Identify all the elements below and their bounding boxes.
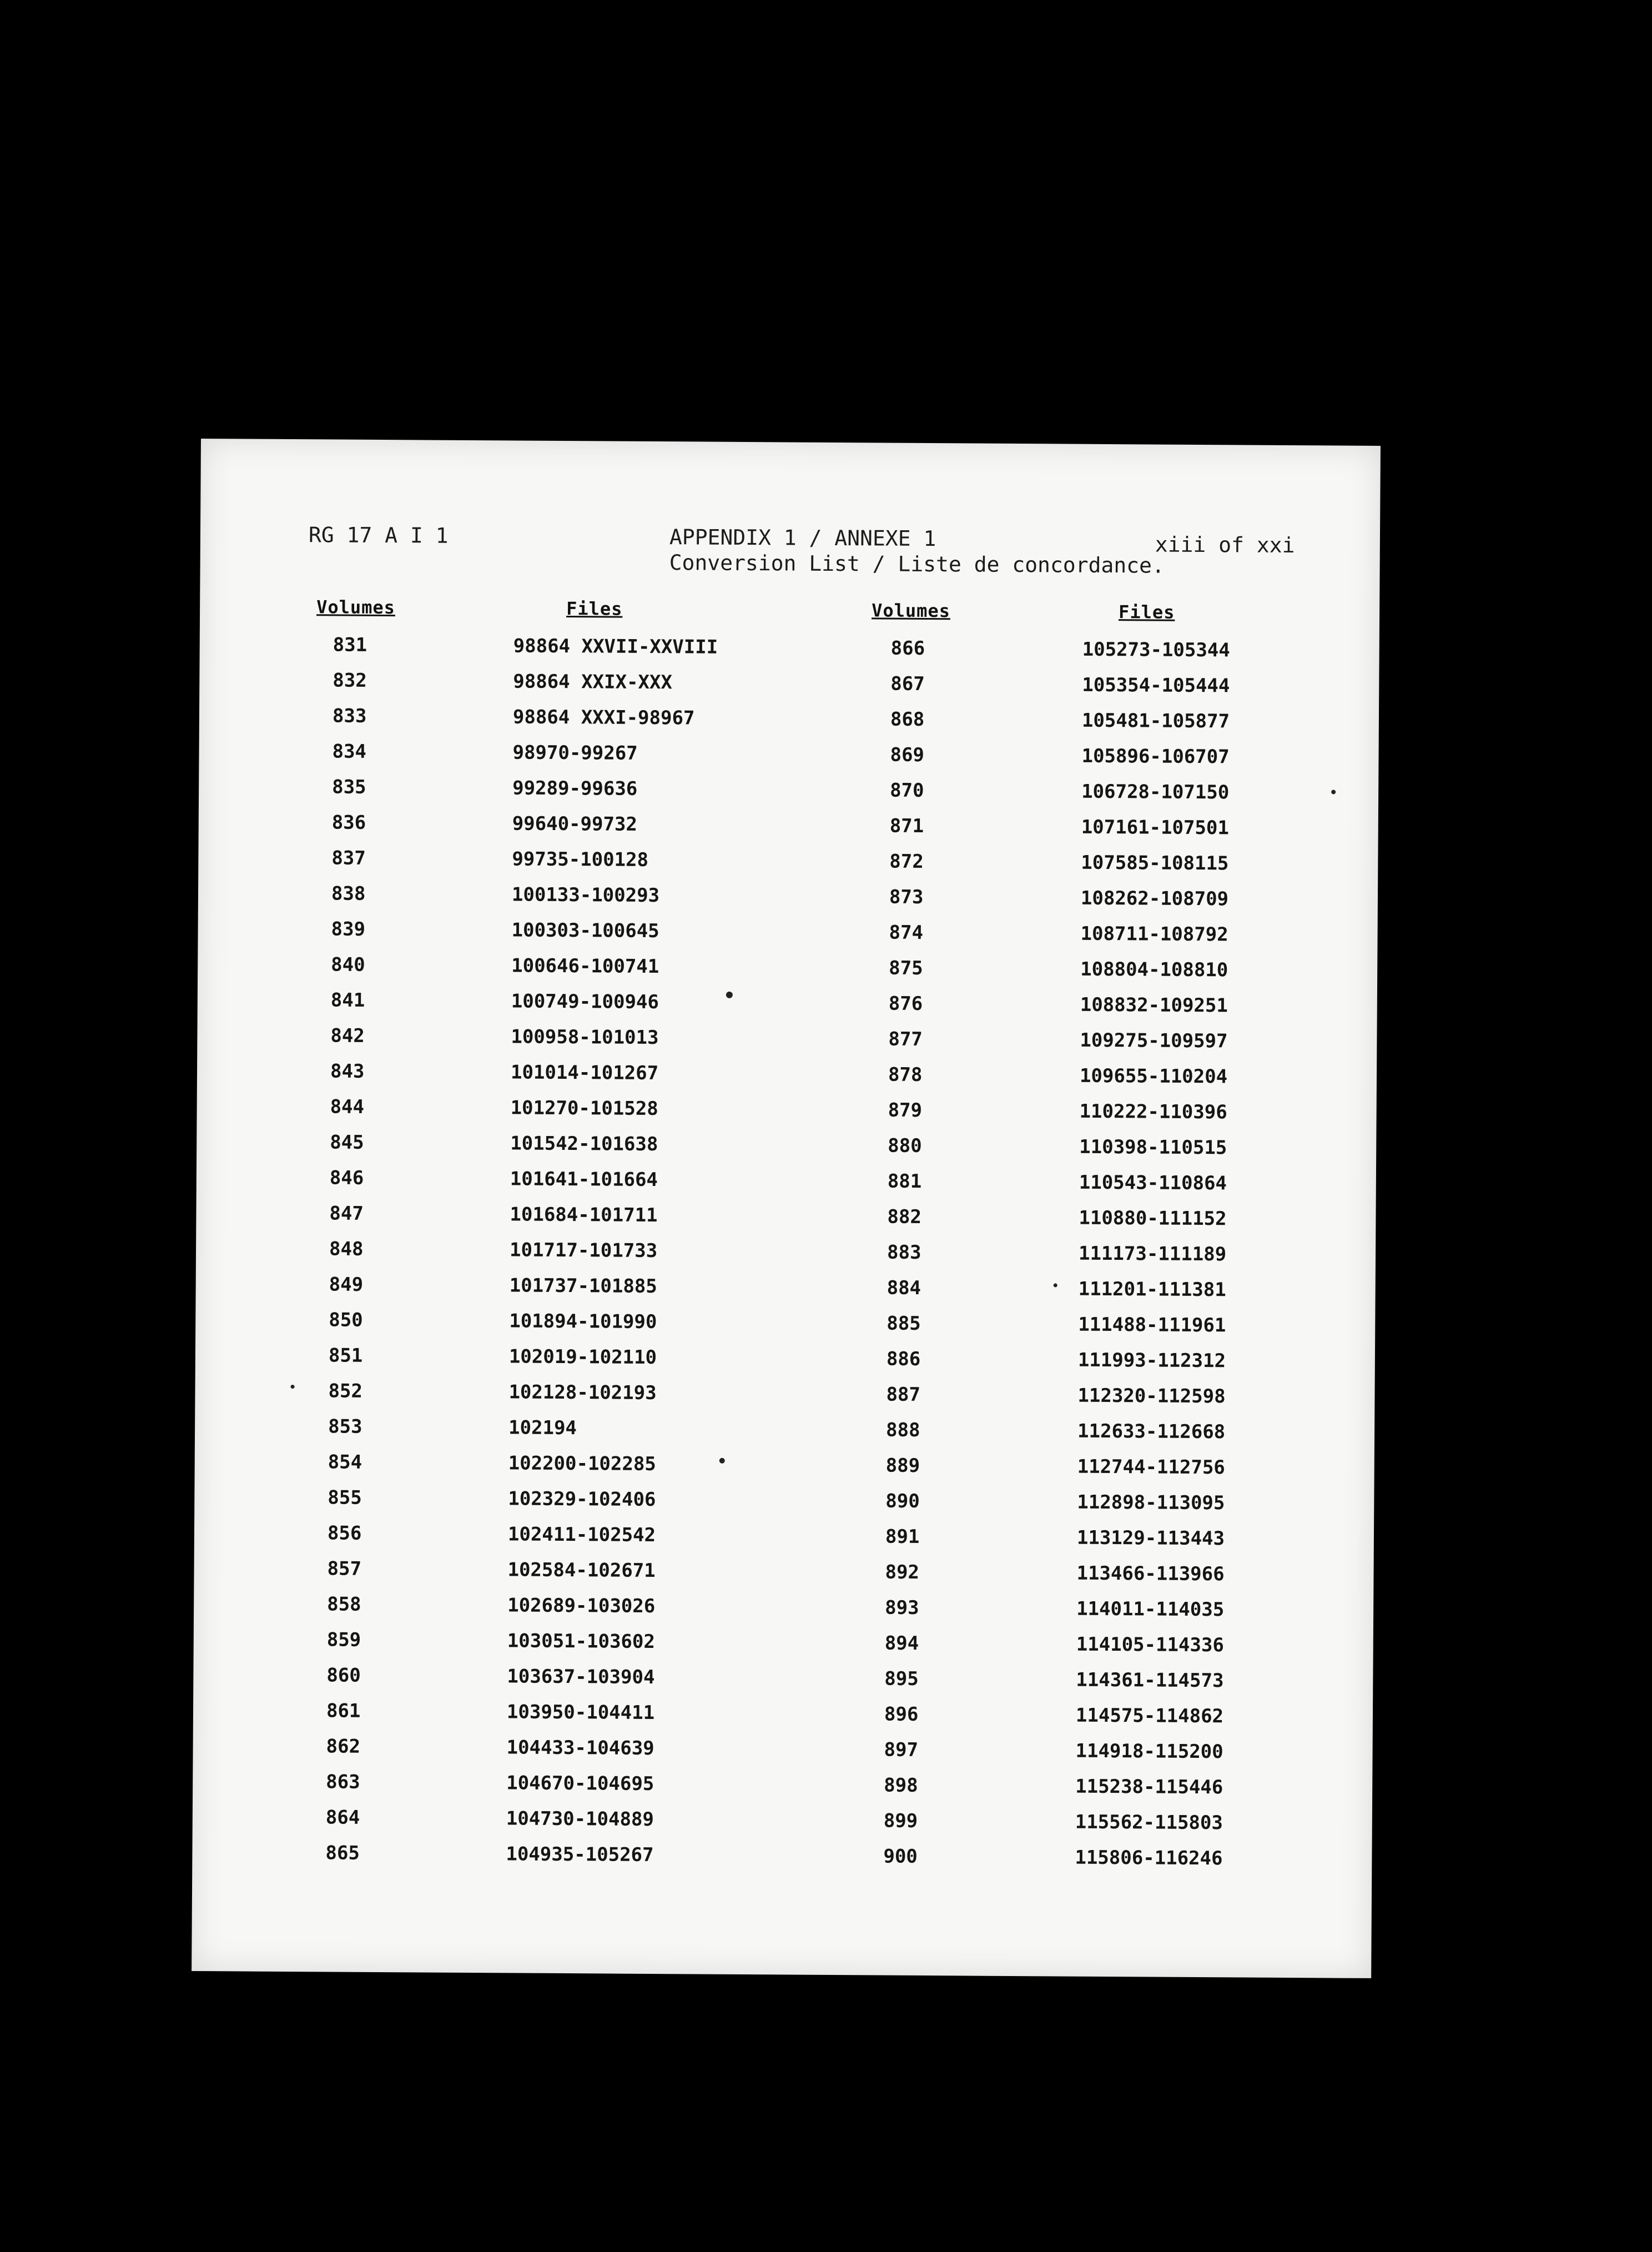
volume-cell: 895 [884,1667,919,1690]
files-cell: 102689-103026 [507,1594,656,1618]
volume-cell: 874 [889,921,924,944]
volume-cell: 857 [327,1557,362,1580]
volume-cell: 868 [890,708,925,731]
volume-cell: 884 [887,1276,921,1299]
column-header-files-left: Files [566,598,623,620]
document-page [192,439,1381,1978]
page-title [669,525,1165,579]
files-cell: 105481-105877 [1081,709,1230,733]
files-cell: 112898-113095 [1077,1491,1225,1515]
ink-speck [726,992,733,998]
files-cell: 110222-110396 [1079,1100,1227,1124]
volume-cell: 855 [328,1486,362,1509]
volume-cell: 899 [883,1809,918,1832]
volume-cell: 853 [328,1415,362,1438]
volume-cell: 856 [327,1522,362,1545]
volume-cell: 883 [887,1241,921,1264]
page-number: xiii of xxi [1155,532,1295,558]
volume-cell: 896 [884,1703,919,1726]
files-cell: 102194 [508,1416,577,1440]
table-row [192,1841,1372,1884]
volume-cell: 841 [330,989,365,1012]
column-header-volumes-left: Volumes [316,596,396,619]
volume-cell: 850 [329,1309,363,1331]
volume-cell: 893 [885,1596,919,1619]
files-cell: 114575-114862 [1075,1704,1224,1728]
volume-cell: 870 [890,779,924,802]
volume-cell: 871 [889,815,924,837]
files-cell: 114361-114573 [1076,1668,1224,1692]
volume-cell: 889 [885,1454,920,1477]
volume-cell: 864 [325,1806,360,1829]
files-cell: 111488-111961 [1078,1313,1226,1337]
volume-cell: 872 [889,850,924,873]
files-cell: 104935-105267 [506,1843,654,1867]
files-cell: 104730-104889 [506,1807,654,1831]
files-cell: 98864 XXIX-XXX [513,670,673,694]
title-line-2: Conversion List / Liste de concordance. [669,550,1165,578]
files-cell: 103950-104411 [506,1701,655,1725]
files-cell: 114918-115200 [1075,1740,1223,1763]
files-cell: 101737-101885 [509,1274,657,1298]
column-header-volumes-right: Volumes [872,600,951,622]
volume-cell: 833 [332,705,367,727]
volume-cell: 892 [885,1561,920,1584]
files-cell: 100958-101013 [511,1026,659,1049]
files-cell: 115562-115803 [1075,1811,1223,1834]
volume-cell: 846 [329,1167,364,1189]
volume-cell: 882 [887,1205,922,1228]
volume-cell: 900 [883,1845,918,1868]
volume-cell: 859 [326,1628,361,1651]
files-cell: 104670-104695 [506,1772,654,1796]
files-cell: 110543-110864 [1079,1171,1227,1195]
volume-cell: 880 [888,1134,922,1157]
column-header-files-right: Files [1119,601,1175,623]
volume-cell: 843 [330,1060,365,1083]
volume-cell: 831 [333,634,367,656]
volume-cell: 897 [884,1738,919,1761]
files-cell: 109275-109597 [1080,1029,1228,1053]
files-cell: 110398-110515 [1079,1135,1227,1159]
files-cell: 111173-111189 [1078,1242,1227,1266]
files-cell: 112633-112668 [1077,1420,1226,1444]
files-cell: 113129-113443 [1076,1526,1225,1550]
files-cell: 107585-108115 [1081,851,1229,875]
volume-cell: 875 [889,957,923,979]
files-cell: 101542-101638 [510,1132,658,1156]
volume-cell: 886 [886,1348,921,1370]
volume-cell: 890 [885,1490,920,1512]
volume-cell: 860 [326,1664,361,1687]
files-cell: 105273-105344 [1082,638,1230,662]
volume-cell: 891 [885,1525,920,1548]
files-cell: 102584-102671 [507,1559,656,1582]
files-cell: 103051-103602 [507,1630,656,1653]
files-cell: 115238-115446 [1075,1775,1223,1799]
files-cell: 113466-113966 [1076,1562,1225,1586]
volume-cell: 866 [890,637,925,660]
volume-cell: 839 [331,918,366,941]
volume-cell: 879 [888,1099,923,1122]
volume-cell: 851 [328,1344,363,1367]
volume-cell: 835 [332,776,366,798]
volume-cell: 840 [331,953,365,976]
volume-cell: 881 [887,1170,922,1193]
volume-cell: 888 [885,1419,920,1441]
volume-cell: 837 [331,847,366,869]
files-cell: 115806-116246 [1075,1846,1223,1870]
conversion-table [200,633,1379,1870]
files-cell: 103637-103904 [507,1665,655,1689]
volume-cell: 867 [890,672,925,695]
volume-cell: 887 [886,1383,921,1406]
volume-cell: 847 [329,1202,364,1225]
files-cell: 98864 XXXI-98967 [512,706,695,730]
files-cell: 98864 XXVII-XXVIII [513,635,718,658]
volume-cell: 845 [330,1131,364,1154]
volume-cell: 894 [884,1632,919,1655]
files-cell: 110880-111152 [1079,1207,1227,1230]
ink-speck [291,1385,295,1389]
ink-speck [719,1458,725,1464]
volume-cell: 877 [888,1028,923,1050]
volume-cell: 869 [890,743,925,766]
ink-speck [1331,790,1336,794]
volume-cell: 838 [331,882,366,905]
volume-cell: 854 [328,1451,362,1474]
files-cell: 101684-101711 [510,1203,658,1227]
files-cell: 98970-99267 [512,741,638,765]
files-cell: 101014-101267 [510,1061,659,1085]
volume-cell: 849 [329,1273,364,1296]
files-cell: 99289-99636 [512,777,638,800]
volume-cell: 848 [329,1238,364,1260]
files-cell: 108832-109251 [1080,993,1228,1017]
ink-speck [1054,1283,1057,1287]
files-cell: 107161-107501 [1081,816,1229,840]
volume-cell: 836 [331,811,366,834]
files-cell: 100646-100741 [511,954,659,978]
files-cell: 101641-101664 [510,1168,658,1192]
volume-cell: 885 [887,1312,921,1335]
volume-cell: 842 [330,1024,365,1047]
files-cell: 101894-101990 [509,1310,657,1334]
files-cell: 100133-100293 [511,883,660,907]
files-cell: 111201-111381 [1078,1278,1226,1301]
files-cell: 108804-108810 [1080,958,1228,982]
files-cell: 99640-99732 [512,812,638,836]
files-cell: 111993-112312 [1077,1349,1226,1373]
files-cell: 105354-105444 [1082,673,1230,697]
volume-cell: 861 [326,1700,361,1722]
files-cell: 102411-102542 [507,1523,656,1547]
files-cell: 112320-112598 [1077,1384,1226,1408]
volume-cell: 863 [326,1771,360,1793]
files-cell: 112744-112756 [1077,1455,1225,1479]
record-group-reference: RG 17 A I 1 [308,522,449,548]
files-cell: 108262-108709 [1080,887,1229,911]
files-cell: 114105-114336 [1076,1633,1224,1657]
volume-cell: 832 [333,669,367,692]
files-cell: 100749-100946 [511,990,659,1014]
volume-cell: 844 [330,1095,365,1118]
volume-cell: 852 [328,1380,363,1403]
files-cell: 101717-101733 [509,1239,658,1263]
volume-cell: 862 [326,1735,361,1758]
files-cell: 104433-104639 [506,1736,654,1760]
files-cell: 105896-106707 [1081,745,1230,768]
files-cell: 102329-102406 [508,1487,656,1511]
files-cell: 109655-110204 [1079,1064,1228,1088]
files-cell: 99735-100128 [512,848,649,871]
volume-cell: 858 [327,1593,361,1616]
files-cell: 114011-114035 [1076,1597,1225,1621]
files-cell: 102128-102193 [508,1381,657,1405]
files-cell: 101270-101528 [510,1097,658,1120]
volume-cell: 865 [325,1842,360,1864]
volume-cell: 898 [884,1774,918,1797]
files-cell: 102200-102285 [508,1452,656,1476]
volume-cell: 834 [332,740,367,763]
files-cell: 106728-107150 [1081,780,1230,804]
volume-cell: 873 [889,886,924,908]
files-cell: 102019-102110 [508,1345,657,1369]
title-line-1: APPENDIX 1 / ANNEXE 1 [669,525,936,551]
volume-cell: 878 [888,1063,923,1086]
files-cell: 108711-108792 [1080,922,1228,946]
files-cell: 100303-100645 [511,919,659,943]
volume-cell: 876 [888,992,923,1015]
